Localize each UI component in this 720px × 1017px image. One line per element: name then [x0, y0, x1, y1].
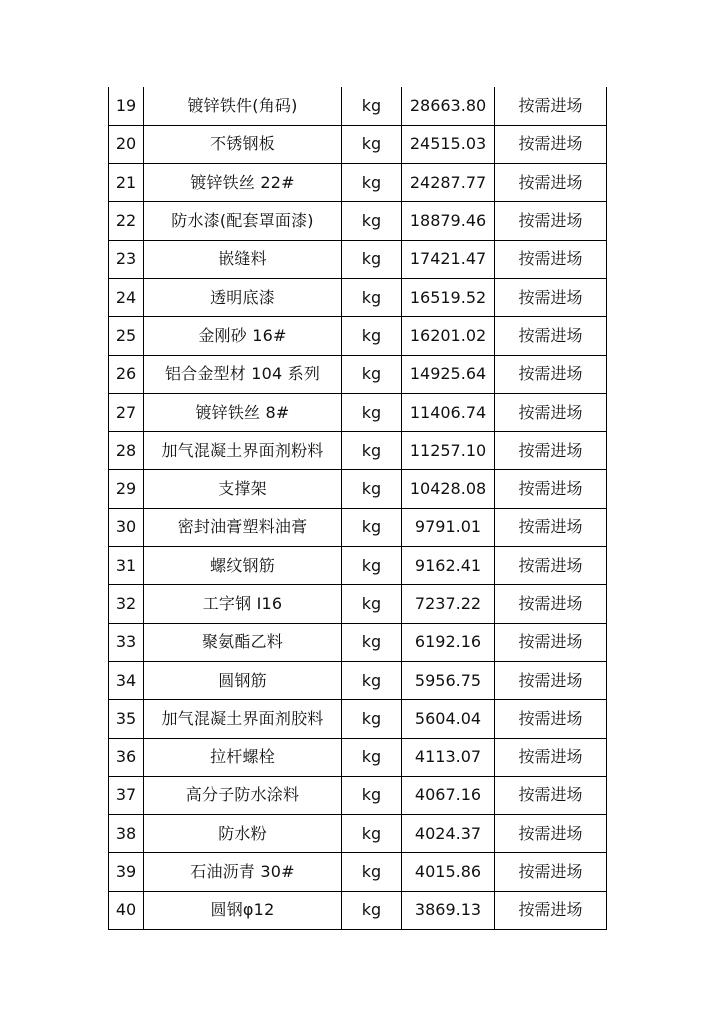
- quantity: 5604.04: [402, 700, 495, 738]
- quantity: 9162.41: [402, 547, 495, 585]
- table-row: [109, 815, 607, 853]
- material-name: 高分子防水涂料: [144, 776, 342, 814]
- row-number: 25: [109, 317, 144, 355]
- delivery-note: 按需进场: [495, 125, 607, 163]
- delivery-note: 按需进场: [495, 547, 607, 585]
- delivery-note: 按需进场: [495, 661, 607, 699]
- quantity: 16201.02: [402, 317, 495, 355]
- unit: kg: [342, 585, 402, 623]
- row-number: 39: [109, 853, 144, 891]
- material-name: 嵌缝料: [144, 240, 342, 278]
- unit: kg: [342, 508, 402, 546]
- materials-table: [108, 87, 607, 930]
- quantity: 4024.37: [402, 815, 495, 853]
- material-name: 加气混凝土界面剂胶料: [144, 700, 342, 738]
- material-name: 聚氨酯乙料: [144, 623, 342, 661]
- unit: kg: [342, 355, 402, 393]
- quantity: 24287.77: [402, 164, 495, 202]
- delivery-note: 按需进场: [495, 623, 607, 661]
- row-number: 24: [109, 278, 144, 316]
- table-row: [109, 240, 607, 278]
- table-row: [109, 202, 607, 240]
- quantity: 7237.22: [402, 585, 495, 623]
- table-row: [109, 738, 607, 776]
- table-row: [109, 891, 607, 929]
- quantity: 10428.08: [402, 470, 495, 508]
- row-number: 22: [109, 202, 144, 240]
- quantity: 17421.47: [402, 240, 495, 278]
- table-row: [109, 623, 607, 661]
- unit: kg: [342, 661, 402, 699]
- material-name: 拉杆螺栓: [144, 738, 342, 776]
- material-name: 镀锌铁丝 22#: [144, 164, 342, 202]
- row-number: 28: [109, 432, 144, 470]
- table-row: [109, 432, 607, 470]
- row-number: 36: [109, 738, 144, 776]
- row-number: 31: [109, 547, 144, 585]
- material-name: 支撑架: [144, 470, 342, 508]
- unit: kg: [342, 164, 402, 202]
- row-number: 40: [109, 891, 144, 929]
- material-name: 石油沥青 30#: [144, 853, 342, 891]
- material-name: 防水粉: [144, 815, 342, 853]
- material-name: 不锈钢板: [144, 125, 342, 163]
- row-number: 19: [109, 87, 144, 125]
- row-number: 29: [109, 470, 144, 508]
- delivery-note: 按需进场: [495, 508, 607, 546]
- unit: kg: [342, 393, 402, 431]
- delivery-note: 按需进场: [495, 317, 607, 355]
- delivery-note: 按需进场: [495, 470, 607, 508]
- delivery-note: 按需进场: [495, 164, 607, 202]
- quantity: 28663.80: [402, 87, 495, 125]
- unit: kg: [342, 202, 402, 240]
- unit: kg: [342, 776, 402, 814]
- row-number: 27: [109, 393, 144, 431]
- delivery-note: 按需进场: [495, 432, 607, 470]
- unit: kg: [342, 240, 402, 278]
- material-name: 圆钢φ12: [144, 891, 342, 929]
- material-name: 铝合金型材 104 系列: [144, 355, 342, 393]
- row-number: 26: [109, 355, 144, 393]
- delivery-note: 按需进场: [495, 240, 607, 278]
- delivery-note: 按需进场: [495, 278, 607, 316]
- delivery-note: 按需进场: [495, 738, 607, 776]
- table-row: [109, 470, 607, 508]
- quantity: 24515.03: [402, 125, 495, 163]
- quantity: 11406.74: [402, 393, 495, 431]
- quantity: 9791.01: [402, 508, 495, 546]
- unit: kg: [342, 738, 402, 776]
- unit: kg: [342, 853, 402, 891]
- delivery-note: 按需进场: [495, 776, 607, 814]
- row-number: 33: [109, 623, 144, 661]
- delivery-note: 按需进场: [495, 700, 607, 738]
- delivery-note: 按需进场: [495, 585, 607, 623]
- unit: kg: [342, 125, 402, 163]
- unit: kg: [342, 317, 402, 355]
- material-name: 加气混凝土界面剂粉料: [144, 432, 342, 470]
- delivery-note: 按需进场: [495, 853, 607, 891]
- table-row: [109, 317, 607, 355]
- unit: kg: [342, 87, 402, 125]
- table-row: [109, 164, 607, 202]
- table-row: [109, 125, 607, 163]
- quantity: 14925.64: [402, 355, 495, 393]
- material-name: 防水漆(配套罩面漆): [144, 202, 342, 240]
- table-row: [109, 278, 607, 316]
- material-name: 工字钢 I16: [144, 585, 342, 623]
- quantity: 11257.10: [402, 432, 495, 470]
- table-row: [109, 355, 607, 393]
- delivery-note: 按需进场: [495, 87, 607, 125]
- material-name: 镀锌铁丝 8#: [144, 393, 342, 431]
- material-name: 透明底漆: [144, 278, 342, 316]
- unit: kg: [342, 891, 402, 929]
- unit: kg: [342, 547, 402, 585]
- quantity: 4113.07: [402, 738, 495, 776]
- delivery-note: 按需进场: [495, 202, 607, 240]
- quantity: 6192.16: [402, 623, 495, 661]
- row-number: 32: [109, 585, 144, 623]
- row-number: 34: [109, 661, 144, 699]
- delivery-note: 按需进场: [495, 891, 607, 929]
- table-row: [109, 393, 607, 431]
- quantity: 18879.46: [402, 202, 495, 240]
- material-name: 螺纹钢筋: [144, 547, 342, 585]
- table-row: [109, 547, 607, 585]
- materials-table-body: [109, 87, 607, 930]
- table-row: [109, 87, 607, 125]
- delivery-note: 按需进场: [495, 355, 607, 393]
- table-row: [109, 585, 607, 623]
- quantity: 5956.75: [402, 661, 495, 699]
- table-row: [109, 776, 607, 814]
- table-row: [109, 661, 607, 699]
- unit: kg: [342, 470, 402, 508]
- material-name: 金刚砂 16#: [144, 317, 342, 355]
- row-number: 37: [109, 776, 144, 814]
- quantity: 16519.52: [402, 278, 495, 316]
- unit: kg: [342, 623, 402, 661]
- unit: kg: [342, 700, 402, 738]
- row-number: 38: [109, 815, 144, 853]
- unit: kg: [342, 432, 402, 470]
- table-row: [109, 508, 607, 546]
- row-number: 30: [109, 508, 144, 546]
- table-row: [109, 700, 607, 738]
- row-number: 23: [109, 240, 144, 278]
- quantity: 4015.86: [402, 853, 495, 891]
- material-name: 镀锌铁件(角码): [144, 87, 342, 125]
- table-row: [109, 853, 607, 891]
- row-number: 21: [109, 164, 144, 202]
- unit: kg: [342, 278, 402, 316]
- quantity: 3869.13: [402, 891, 495, 929]
- delivery-note: 按需进场: [495, 393, 607, 431]
- quantity: 4067.16: [402, 776, 495, 814]
- row-number: 35: [109, 700, 144, 738]
- material-name: 密封油膏塑料油膏: [144, 508, 342, 546]
- unit: kg: [342, 815, 402, 853]
- row-number: 20: [109, 125, 144, 163]
- material-name: 圆钢筋: [144, 661, 342, 699]
- delivery-note: 按需进场: [495, 815, 607, 853]
